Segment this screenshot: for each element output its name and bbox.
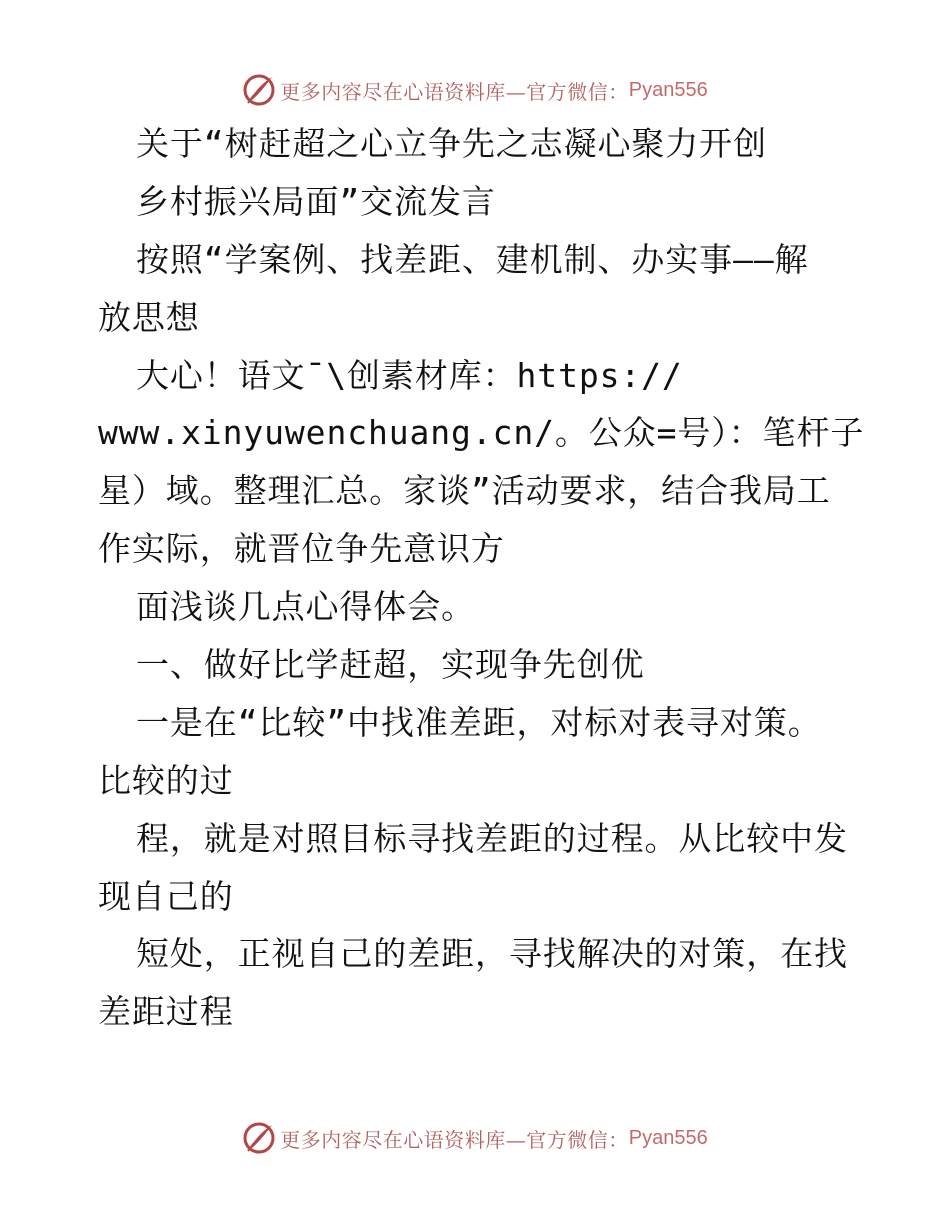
text-line: 作实际，就晋位争先意识方 [98,529,505,569]
text-line: www.xinyuwenchuang.cn/。公众=号）：笔杆子 [98,413,865,453]
text-line: 放思想 [98,297,200,337]
feather-pen-icon [242,73,276,107]
text-line: 星）域。整理汇总。家谈”活动要求，结合我局工 [98,471,831,511]
watermark-text: 更多内容尽在心语资料库—官方微信： [280,79,629,104]
document-body [98,115,865,1041]
text-line: 短处，正视自己的差距，寻找解决的对策，在找 [136,934,848,974]
watermark-wechat-id: Pyan556 [628,1126,708,1149]
text-line: 差距过程 [98,992,234,1032]
text-line: 大心！语文¯\创素材库：https:// [136,355,683,395]
header-watermark [0,70,950,110]
text-line: 现自己的 [98,876,234,916]
footer-watermark [0,1118,950,1158]
text-line: 乡村振兴局面”交流发言 [136,181,496,221]
text-line: 按照“学案例、找差距、建机制、办实事——解 [136,239,809,279]
text-line: 一、做好比学赶超，实现争先创优 [136,645,645,685]
text-line: 一是在“比较”中找准差距，对标对表寻对策。 [136,702,822,742]
watermark-wechat-id: Pyan556 [628,78,708,101]
text-line: 面浅谈几点心得体会。 [136,587,475,627]
text-line: 关于“树赶超之心立争先之志凝心聚力开创 [136,124,767,163]
watermark-text: 更多内容尽在心语资料库—官方微信： [280,1127,629,1152]
text-line: 程，就是对照目标寻找差距的过程。从比较中发 [136,818,848,858]
text-line: 比较的过 [98,760,234,800]
feather-pen-icon [242,1121,276,1155]
